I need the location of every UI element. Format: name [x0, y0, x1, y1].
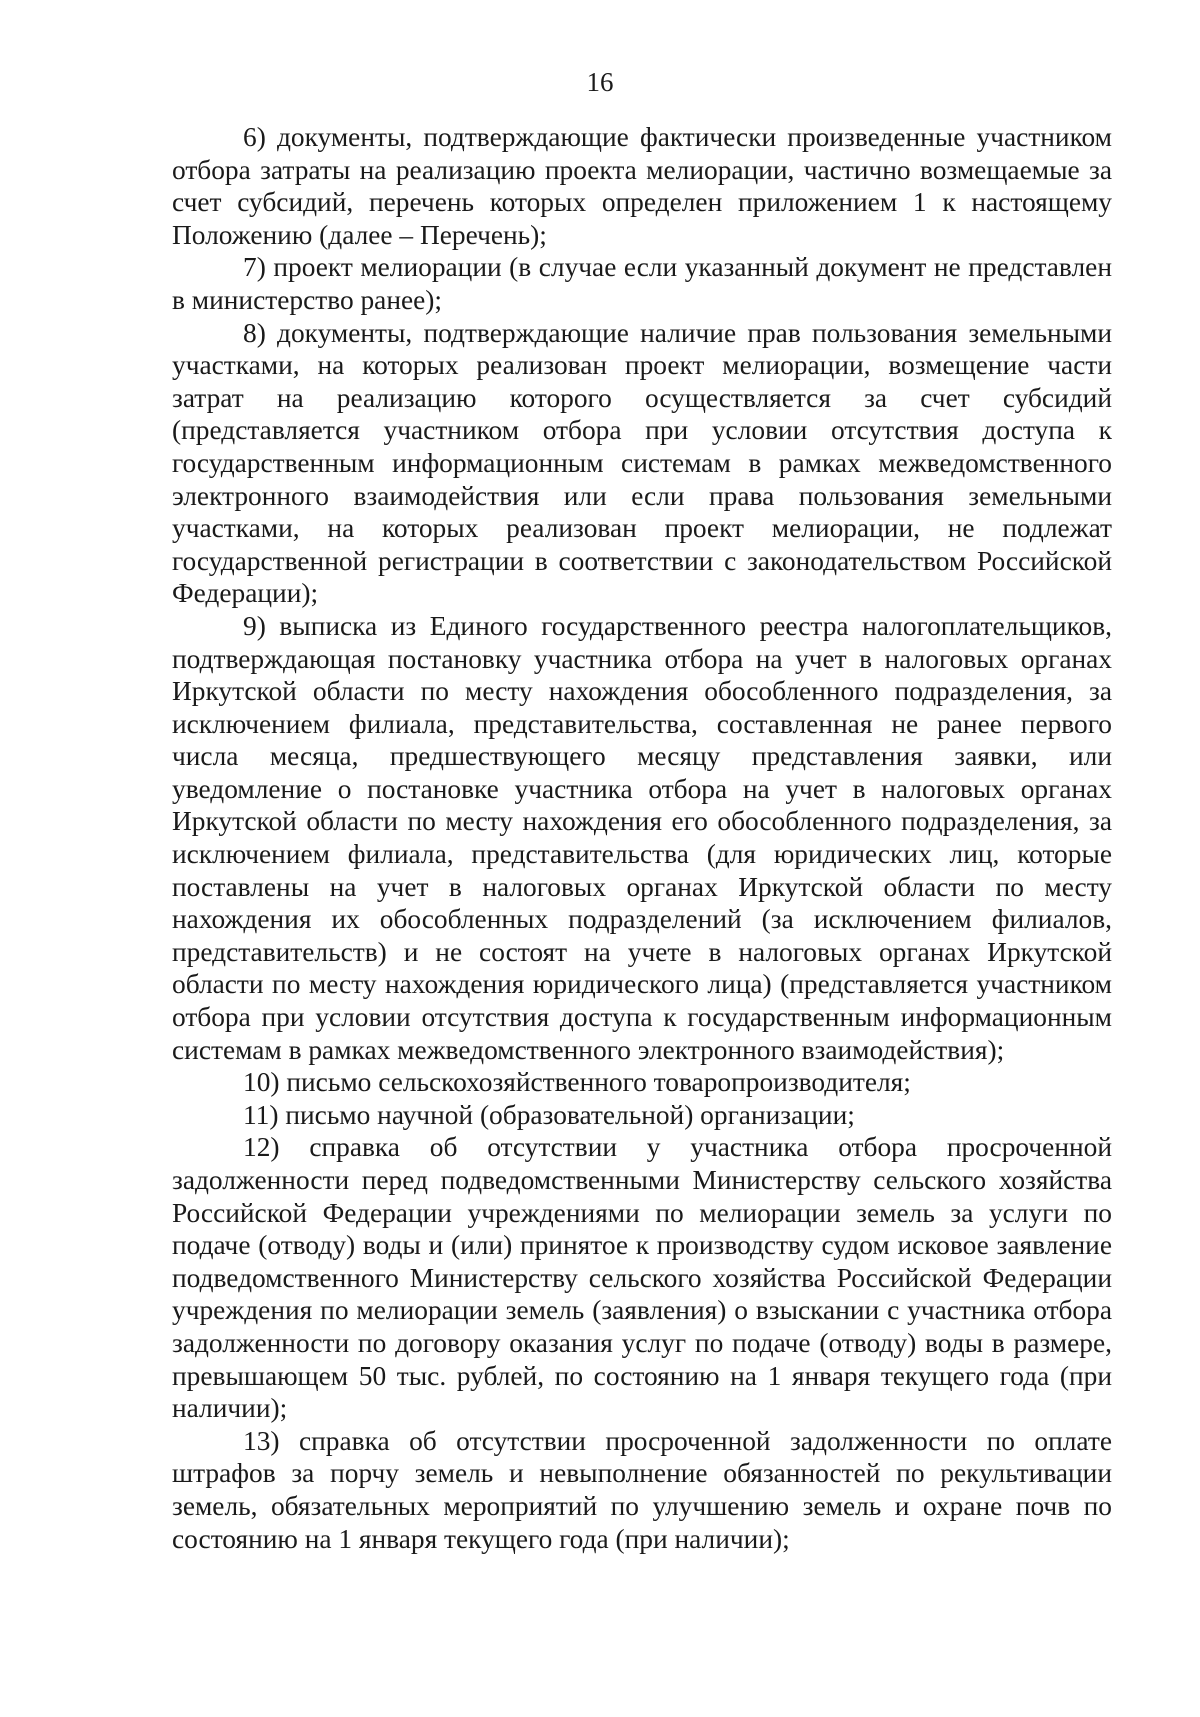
- list-item-7-melioration-project: 7) проект мелиорации (в случае если указанный документ не представлен в министерство ранее);: [172, 252, 1112, 315]
- list-item-6-documents-costs: 6) документы, подтверждающие фактически произведенные участником отбора затраты на реализацию проекта мелиорации, частично возмещаемые за счет субсидий, перечень которых определен приложением 1 к настоящему Положению (далее – Перечень);: [172, 122, 1112, 250]
- list-item-13-fines-certificate: 13) справка об отсутствии просроченной задолженности по оплате штрафов за порчу земель и невыполнение обязанностей по рекультивации земель, обязательных мероприятий по улучшению земель и охране почв по состоянию на 1 января текущего года (при наличии);: [172, 1425, 1112, 1554]
- list-item-9-tax-registry-extract: 9) выписка из Единого государственного реестра налогоплательщиков, подтверждающая постановку участника отбора на учет в налоговых органах Иркутской области по месту нахождения обособленного подразделения, за исключением филиала, представительства, составленная не ранее первого числа месяца, предшествующего месяцу представления заявки, или уведомление о постановке участника отбора на учет в налоговых органах Иркутской области по месту нахождения его обособленного подразделения, за исключением филиала, представительства (для юридических лиц, которые поставлены на учет в налоговых органах Иркутской области по месту нахождения их обособленных подразделений (за исключением филиалов, представительств) и не состоят на учете в налоговых органах Иркутской области по месту нахождения юридического лица) (представляется участником отбора при условии отсутствия доступа к государственным информационным системам в рамках межведомственного электронного взаимодействия);: [172, 610, 1112, 1065]
- list-item-12-debt-certificate: 12) справка об отсутствии у участника отбора просроченной задолженности перед подведомственными Министерству сельского хозяйства Российской Федерации учреждениями по мелиорации земель за услуги по подаче (отводу) воды и (или) принятое к производству судом исковое заявление подведомственного Министерству сельского хозяйства Российской Федерации учреждения по мелиорации земель (заявления) о взыскании с участника отбора задолженности по договору оказания услуг по подаче (отводу) воды в размере, превышающем 50 тыс. рублей, по состоянию на 1 января текущего года (при наличии);: [172, 1132, 1112, 1424]
- page-number: 16: [586, 67, 614, 97]
- list-item-10-producer-letter: 10) письмо сельскохозяйственного товаропроизводителя;: [243, 1067, 911, 1098]
- list-item-11-scientific-org-letter: 11) письмо научной (образовательной) организации;: [243, 1099, 855, 1130]
- document-body: [172, 121, 1112, 1555]
- list-item-8-land-rights-documents: 8) документы, подтверждающие наличие прав пользования земельными участками, на которых реализован проект мелиорации, возмещение части затрат на реализацию которого осуществляется за счет субсидий (представляется участником отбора при условии отсутствия доступа к государственным информационным системам в рамках межведомственного электронного взаимодействия или если права пользования земельными участками, на которых реализован проект мелиорации, не подлежат государственной регистрации в соответствии с законодательством Российской Федерации);: [172, 317, 1112, 609]
